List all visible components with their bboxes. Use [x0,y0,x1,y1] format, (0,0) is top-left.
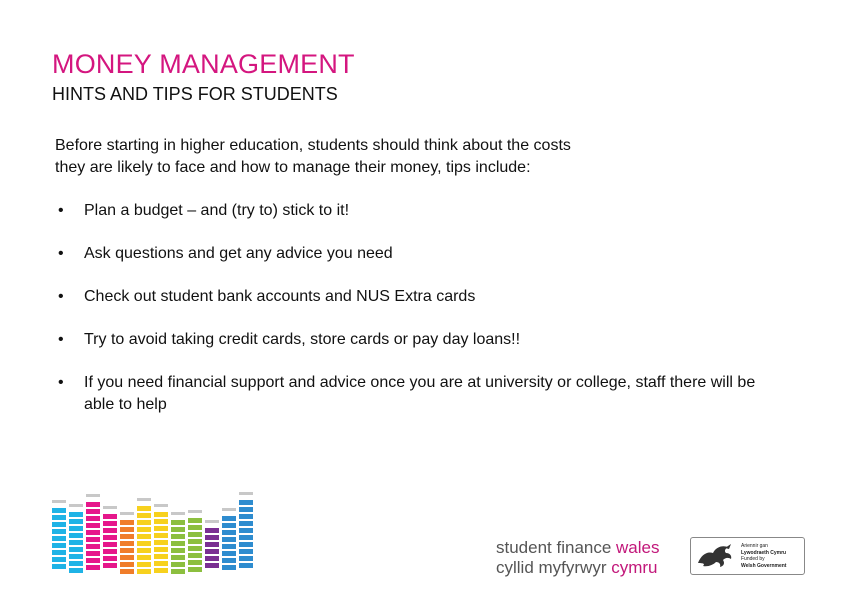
list-item [55,243,775,265]
sfw-logo-line-1 [496,538,660,558]
logo-bar-column [171,512,185,574]
welsh-government-logo [690,537,805,575]
tips-list [55,200,775,437]
equaliser-bars-logo [50,490,300,576]
list-item [55,286,775,308]
intro-line-1: Before starting in higher education, students should think about the costs [55,137,571,154]
bullet-marker: • [58,202,64,219]
sfw-line1-accent: wales [616,538,660,557]
tip-text: Ask questions and get any advice you need [84,245,393,262]
tip-text: Try to avoid taking credit cards, store cards or pay day loans!! [84,331,521,348]
logo-bar-column [52,500,66,569]
sfw-line2-accent: cymru [611,558,658,577]
intro-paragraph [55,135,655,179]
wg-line-1: Ariennir gan [741,543,768,549]
logo-bar-column [69,504,83,573]
logo-bar-column [205,520,219,568]
logo-bar-column [239,492,253,568]
dragon-icon [695,541,735,571]
logo-bar-column [154,504,168,573]
tip-text: If you need financial support and advice once you are at university or college, staff there will be able to help [84,374,756,413]
logo-bar-column [120,512,134,574]
wg-line-2: Lywodraeth Cymru [741,549,787,556]
tip-text: Plan a budget – and (try to) stick to it! [84,202,350,219]
sfw-logo-line-2 [496,558,660,578]
list-item [55,372,775,416]
bullet-marker: • [58,288,64,305]
intro-line-2: they are likely to face and how to manage their money, tips include: [55,159,531,176]
sfw-line1-main: student finance [496,538,617,557]
sfw-line2-main: cyllid myfyrwyr [496,558,612,577]
logo-bar-column [137,498,151,574]
logo-bar-column [188,510,202,572]
page-title: MONEY MANAGEMENT [52,49,355,79]
logo-bar-column [86,494,100,570]
bullet-marker: • [58,245,64,262]
wg-line-4: Welsh Government [741,562,787,569]
wg-line-3: Funded by [741,556,765,562]
logo-bar-column [222,508,236,570]
logo-bar-column [103,506,117,568]
student-finance-wales-logo [496,538,660,578]
list-item [55,329,775,351]
list-item [55,200,775,222]
bullet-marker: • [58,331,64,348]
page-subtitle: HINTS AND TIPS FOR STUDENTS [52,84,338,104]
bullet-marker: • [58,374,64,391]
wg-logo-text [741,543,786,569]
tip-text: Check out student bank accounts and NUS Extra cards [84,288,476,305]
